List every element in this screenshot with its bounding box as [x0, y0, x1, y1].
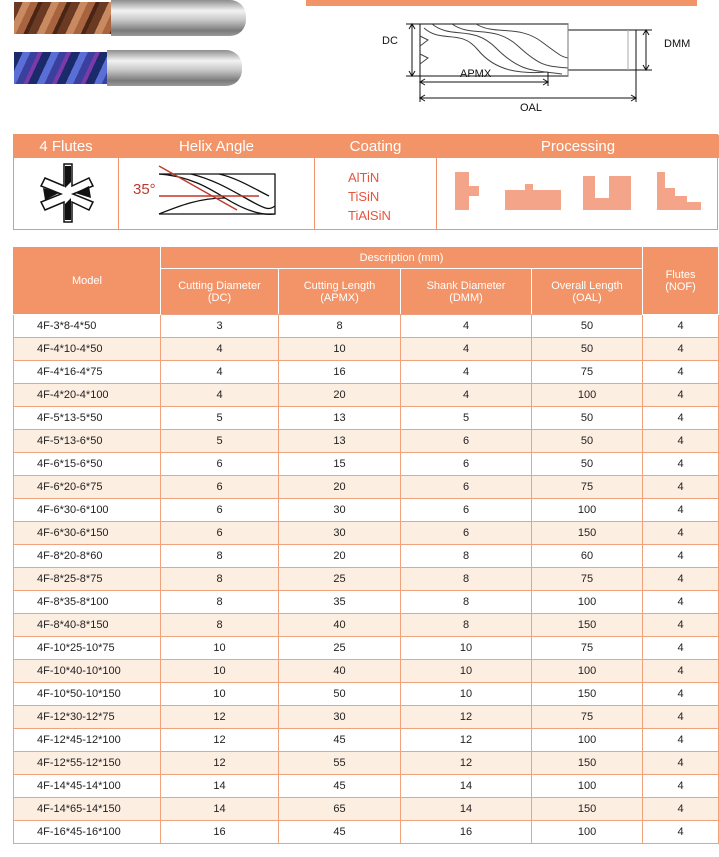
cell-cutting-length: 25	[279, 637, 401, 660]
cell-shank-diameter: 6	[401, 499, 532, 522]
dmm-label: DMM	[664, 38, 691, 50]
column-header-cutting-length: Cutting Length (APMX)	[279, 269, 401, 315]
specification-table	[13, 246, 719, 844]
cell-cutting-diameter: 12	[161, 729, 279, 752]
feature-processing	[437, 135, 719, 229]
cell-shank-diameter: 4	[401, 361, 532, 384]
cell-cutting-diameter: 12	[161, 706, 279, 729]
table-row	[14, 729, 719, 752]
cell-shank-diameter: 4	[401, 315, 532, 338]
cell-shank-diameter: 8	[401, 614, 532, 637]
table-row	[14, 568, 719, 591]
feature-strip	[13, 134, 718, 230]
oal-label: OAL	[520, 102, 543, 114]
column-group-description: Description (mm)	[161, 247, 643, 269]
table-row	[14, 545, 719, 568]
table-row	[14, 384, 719, 407]
cell-model: 4F-4*10-4*50	[14, 338, 161, 361]
cell-shank-diameter: 8	[401, 568, 532, 591]
cell-shank-diameter: 4	[401, 338, 532, 361]
shank	[107, 50, 242, 86]
cell-cutting-diameter: 8	[161, 591, 279, 614]
cell-model: 4F-5*13-5*50	[14, 407, 161, 430]
table-row	[14, 361, 719, 384]
table-row	[14, 683, 719, 706]
cell-flutes: 4	[643, 499, 719, 522]
table-row	[14, 315, 719, 338]
cell-model: 4F-8*40-8*150	[14, 614, 161, 637]
dc-label: DC	[382, 35, 398, 47]
cell-shank-diameter: 6	[401, 453, 532, 476]
coating-item: TiSiN	[348, 189, 380, 204]
cell-model: 4F-4*20-4*100	[14, 384, 161, 407]
cell-overall-length: 75	[532, 568, 643, 591]
cell-cutting-length: 55	[279, 752, 401, 775]
cell-overall-length: 150	[532, 522, 643, 545]
cell-overall-length: 75	[532, 637, 643, 660]
cell-overall-length: 50	[532, 338, 643, 361]
table-row	[14, 453, 719, 476]
cell-overall-length: 150	[532, 752, 643, 775]
cell-flutes: 4	[643, 338, 719, 361]
cell-model: 4F-12*30-12*75	[14, 706, 161, 729]
feature-body	[437, 158, 719, 229]
cell-cutting-length: 40	[279, 614, 401, 637]
table-row	[14, 407, 719, 430]
cell-shank-diameter: 6	[401, 430, 532, 453]
table-row	[14, 798, 719, 821]
cell-flutes: 4	[643, 637, 719, 660]
table-row	[14, 706, 719, 729]
cell-model: 4F-10*40-10*100	[14, 660, 161, 683]
helix-angle-value: 35°	[133, 181, 156, 198]
cell-model: 4F-6*30-6*150	[14, 522, 161, 545]
cell-overall-length: 100	[532, 729, 643, 752]
cell-overall-length: 100	[532, 775, 643, 798]
cell-overall-length: 150	[532, 614, 643, 637]
cell-cutting-length: 45	[279, 729, 401, 752]
processing-icons	[437, 158, 719, 229]
feature-coating	[315, 135, 437, 229]
cell-flutes: 4	[643, 798, 719, 821]
step-profiling-icon	[657, 172, 701, 210]
dc-dimension	[406, 24, 420, 76]
cell-cutting-diameter: 12	[161, 752, 279, 775]
cell-model: 4F-8*25-8*75	[14, 568, 161, 591]
flutes-bronze-coating	[14, 2, 116, 34]
cell-cutting-diameter: 5	[161, 430, 279, 453]
pocketing-icon	[583, 176, 631, 210]
cell-shank-diameter: 4	[401, 384, 532, 407]
cell-cutting-diameter: 6	[161, 522, 279, 545]
column-header-cutting-diameter: Cutting Diameter (DC)	[161, 269, 279, 315]
cell-model: 4F-12*55-12*150	[14, 752, 161, 775]
feature-helix-angle	[119, 135, 315, 229]
cell-model: 4F-8*20-8*60	[14, 545, 161, 568]
cell-cutting-length: 16	[279, 361, 401, 384]
cell-model: 4F-5*13-6*50	[14, 430, 161, 453]
cell-cutting-diameter: 6	[161, 499, 279, 522]
feature-header: Coating	[315, 135, 436, 158]
cell-cutting-length: 50	[279, 683, 401, 706]
cell-cutting-length: 25	[279, 568, 401, 591]
cell-flutes: 4	[643, 361, 719, 384]
cell-cutting-diameter: 6	[161, 476, 279, 499]
cell-overall-length: 50	[532, 407, 643, 430]
feature-body	[119, 158, 314, 229]
cell-flutes: 4	[643, 453, 719, 476]
feature-header: 4 Flutes	[14, 135, 118, 158]
column-header-flutes: Flutes (NOF)	[643, 247, 719, 315]
cell-flutes: 4	[643, 476, 719, 499]
cell-flutes: 4	[643, 729, 719, 752]
cell-flutes: 4	[643, 407, 719, 430]
cell-cutting-diameter: 8	[161, 568, 279, 591]
table-row	[14, 637, 719, 660]
cell-flutes: 4	[643, 752, 719, 775]
table-row	[14, 591, 719, 614]
cell-cutting-length: 30	[279, 706, 401, 729]
cell-overall-length: 150	[532, 683, 643, 706]
cell-flutes: 4	[643, 522, 719, 545]
table-row	[14, 499, 719, 522]
dimension-diagram	[372, 14, 712, 114]
cell-flutes: 4	[643, 568, 719, 591]
cell-cutting-length: 45	[279, 821, 401, 844]
end-mill-photo-blue	[14, 50, 242, 86]
cell-flutes: 4	[643, 591, 719, 614]
feature-header: Helix Angle	[119, 135, 314, 158]
cell-shank-diameter: 12	[401, 706, 532, 729]
table-row	[14, 821, 719, 844]
cell-shank-diameter: 8	[401, 545, 532, 568]
cell-shank-diameter: 12	[401, 729, 532, 752]
cell-cutting-diameter: 4	[161, 384, 279, 407]
cell-model: 4F-14*45-14*100	[14, 775, 161, 798]
cell-cutting-diameter: 14	[161, 798, 279, 821]
cell-model: 4F-16*45-16*100	[14, 821, 161, 844]
cell-flutes: 4	[643, 545, 719, 568]
column-header-overall-length: Overall Length (OAL)	[532, 269, 643, 315]
cell-overall-length: 100	[532, 591, 643, 614]
column-header-model: Model	[14, 247, 161, 315]
cell-flutes: 4	[643, 614, 719, 637]
cell-cutting-length: 20	[279, 384, 401, 407]
cell-overall-length: 100	[532, 660, 643, 683]
cell-overall-length: 60	[532, 545, 643, 568]
cell-cutting-length: 30	[279, 522, 401, 545]
cell-model: 4F-8*35-8*100	[14, 591, 161, 614]
cell-shank-diameter: 5	[401, 407, 532, 430]
cell-shank-diameter: 8	[401, 591, 532, 614]
helix-angle-icon	[119, 158, 315, 229]
cell-cutting-diameter: 4	[161, 338, 279, 361]
cell-cutting-diameter: 10	[161, 683, 279, 706]
cell-cutting-length: 8	[279, 315, 401, 338]
cell-flutes: 4	[643, 706, 719, 729]
cell-overall-length: 75	[532, 476, 643, 499]
cell-cutting-length: 65	[279, 798, 401, 821]
cell-model: 4F-10*50-10*150	[14, 683, 161, 706]
cell-overall-length: 50	[532, 453, 643, 476]
table-row	[14, 614, 719, 637]
cell-shank-diameter: 12	[401, 752, 532, 775]
coating-list	[348, 168, 391, 225]
cell-overall-length: 100	[532, 499, 643, 522]
cell-model: 4F-4*16-4*75	[14, 361, 161, 384]
cell-cutting-diameter: 10	[161, 637, 279, 660]
table-row	[14, 660, 719, 683]
cell-shank-diameter: 16	[401, 821, 532, 844]
coating-item: AlTiN	[348, 170, 380, 185]
table-row	[14, 775, 719, 798]
feature-flutes	[14, 135, 119, 229]
cell-flutes: 4	[643, 430, 719, 453]
cell-model: 4F-6*20-6*75	[14, 476, 161, 499]
cell-overall-length: 50	[532, 315, 643, 338]
cell-model: 4F-6*30-6*100	[14, 499, 161, 522]
table-body	[14, 315, 719, 844]
coating-item: TiAlSiN	[348, 208, 391, 223]
cell-model: 4F-10*25-10*75	[14, 637, 161, 660]
feature-header: Processing	[437, 135, 719, 158]
end-mill-photo-bronze	[14, 0, 246, 36]
cell-cutting-length: 45	[279, 775, 401, 798]
cell-shank-diameter: 10	[401, 637, 532, 660]
cell-cutting-diameter: 14	[161, 775, 279, 798]
cell-model: 4F-14*65-14*150	[14, 798, 161, 821]
cell-cutting-diameter: 10	[161, 660, 279, 683]
cell-overall-length: 150	[532, 798, 643, 821]
cell-cutting-length: 15	[279, 453, 401, 476]
cell-shank-diameter: 14	[401, 798, 532, 821]
cell-cutting-length: 10	[279, 338, 401, 361]
cell-cutting-length: 40	[279, 660, 401, 683]
table-row	[14, 752, 719, 775]
cell-cutting-diameter: 4	[161, 361, 279, 384]
product-photos	[14, 0, 246, 95]
cell-cutting-length: 20	[279, 545, 401, 568]
cell-flutes: 4	[643, 821, 719, 844]
cell-flutes: 4	[643, 775, 719, 798]
cell-cutting-length: 30	[279, 499, 401, 522]
cell-cutting-diameter: 3	[161, 315, 279, 338]
table-row	[14, 338, 719, 361]
cell-cutting-diameter: 16	[161, 821, 279, 844]
cell-cutting-length: 20	[279, 476, 401, 499]
end-mill-outline	[420, 24, 636, 76]
feature-body	[315, 158, 436, 229]
four-flute-cross-section-icon	[31, 158, 101, 228]
apmx-label: APMX	[460, 68, 492, 80]
cell-flutes: 4	[643, 384, 719, 407]
cell-cutting-length: 13	[279, 407, 401, 430]
side-milling-icon	[455, 172, 479, 210]
cell-overall-length: 50	[532, 430, 643, 453]
column-header-shank-diameter: Shank Diameter (DMM)	[401, 269, 532, 315]
cell-model: 4F-6*15-6*50	[14, 453, 161, 476]
feature-body	[14, 158, 118, 229]
dmm-dimension	[636, 30, 652, 70]
cell-flutes: 4	[643, 683, 719, 706]
table-row	[14, 522, 719, 545]
flutes-blue-coating	[14, 52, 116, 84]
slotting-icon	[505, 184, 561, 210]
cell-overall-length: 75	[532, 361, 643, 384]
cell-cutting-diameter: 5	[161, 407, 279, 430]
cell-shank-diameter: 14	[401, 775, 532, 798]
cell-overall-length: 100	[532, 821, 643, 844]
cell-flutes: 4	[643, 315, 719, 338]
cell-overall-length: 100	[532, 384, 643, 407]
cell-shank-diameter: 6	[401, 522, 532, 545]
cell-flutes: 4	[643, 660, 719, 683]
cell-cutting-diameter: 8	[161, 545, 279, 568]
cell-cutting-diameter: 6	[161, 453, 279, 476]
accent-bar	[306, 0, 697, 6]
cell-model: 4F-3*8-4*50	[14, 315, 161, 338]
cell-cutting-length: 13	[279, 430, 401, 453]
table-row	[14, 476, 719, 499]
cell-shank-diameter: 10	[401, 660, 532, 683]
cell-overall-length: 75	[532, 706, 643, 729]
cell-cutting-length: 35	[279, 591, 401, 614]
cell-shank-diameter: 10	[401, 683, 532, 706]
cell-model: 4F-12*45-12*100	[14, 729, 161, 752]
table-row	[14, 430, 719, 453]
shank	[111, 0, 246, 36]
cell-shank-diameter: 6	[401, 476, 532, 499]
cell-cutting-diameter: 8	[161, 614, 279, 637]
